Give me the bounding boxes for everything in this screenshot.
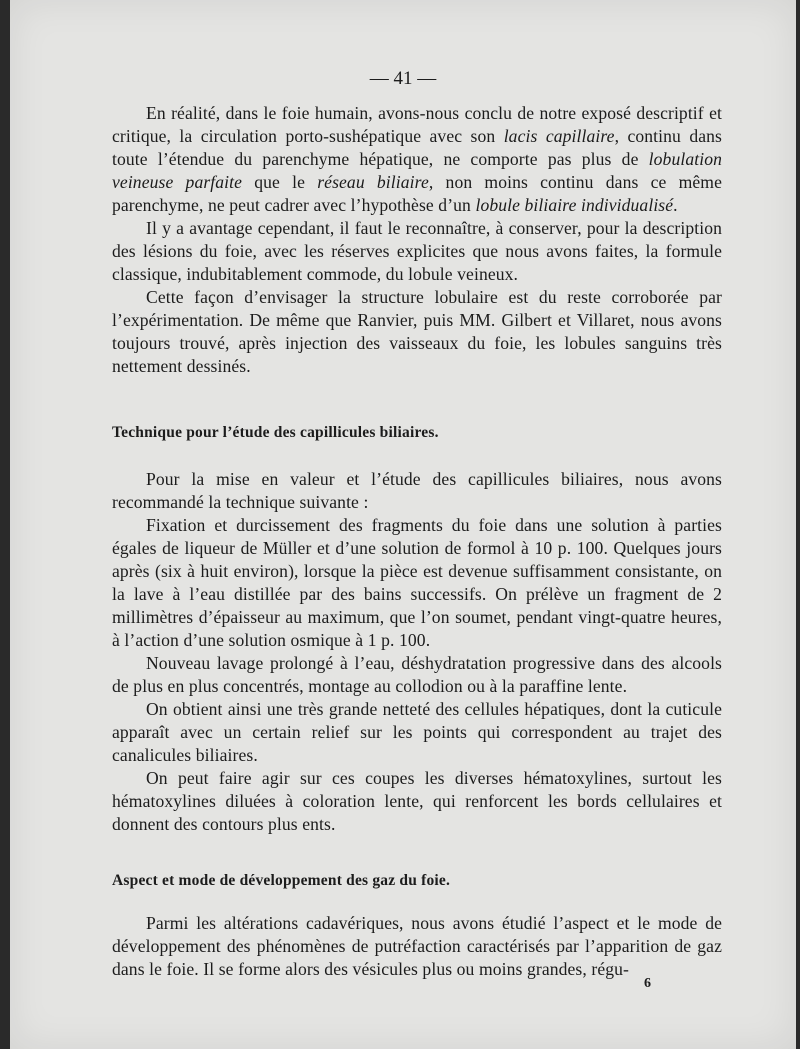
paragraph xyxy=(112,514,722,652)
text-run: On obtient ainsi une très grande netteté des cellules hépatiques, dont la cuticule apparaît avec un certain relief sur les points qui correspondent au trajet des canalicules biliaires. xyxy=(112,699,722,765)
paragraph xyxy=(112,468,722,514)
section-technique-text xyxy=(112,468,722,836)
text-run: Parmi les altérations cadavériques, nous avons étudié l’aspect et le mode de développement des phénomènes de putréfaction caractérisés par l’apparition de gaz dans le foie. Il se forme alors des vésicules plus ou moins grandes, régu- xyxy=(112,913,722,979)
paragraph xyxy=(112,912,722,981)
page-number: — 41 — xyxy=(369,68,437,89)
intro-text xyxy=(112,102,722,378)
paragraph xyxy=(112,102,722,217)
text-run: . xyxy=(673,195,678,215)
paragraph xyxy=(112,767,722,836)
signature-mark: 6 xyxy=(644,976,651,991)
text-run: Nouveau lavage prolongé à l’eau, déshydratation progressive dans des alcools de plus en plus concentrés, montage au collodion ou à la paraffine lente. xyxy=(112,653,722,696)
italic-text: lobulation veineuse parfaite xyxy=(112,149,722,192)
paragraph xyxy=(112,286,722,378)
italic-text: lobule biliaire individualisé xyxy=(475,195,674,215)
paragraph xyxy=(112,698,722,767)
text-run: , continu dans toute l’étendue du parenchyme hépatique, ne comporte pas plus de xyxy=(112,126,722,169)
text-run: Pour la mise en valeur et l’étude des capillicules biliaires, nous avons recommandé la technique suivante : xyxy=(112,469,722,512)
section-heading-technique: Technique pour l’étude des capillicules biliaires. xyxy=(112,424,439,441)
italic-text: lacis capillaire xyxy=(503,126,615,146)
text-run: Fixation et durcissement des fragments du foie dans une solution à parties égales de liqueur de Müller et d’une solution de formol à 10 p. 100. Quelques jours après (six à huit environ), lorsque la pièce est devenue suffisamment consistante, on la lave à l’eau distillée par des bains successifs. On prélève un fragment de 2 millimètres d’épaisseur au maximum, que l’on soumet, pendant vingt-quatre heures, à l’action d’une solution osmique à 1 p. 100. xyxy=(112,515,722,650)
text-run: que le xyxy=(242,172,318,192)
text-run: , non moins continu dans ce même parenchyme, ne peut cadrer avec l’hypothèse d’un xyxy=(112,172,722,215)
document-page xyxy=(10,0,796,1049)
text-run: Cette façon d’envisager la structure lobulaire est du reste corroborée par l’expérimentation. De même que Ranvier, puis MM. Gilbert et Villaret, nous avons toujours trouvé, après injection des vaisseaux du foie, les lobules sanguins très nettement dessinés. xyxy=(112,287,722,376)
italic-text: réseau biliaire xyxy=(317,172,429,192)
text-run: On peut faire agir sur ces coupes les diverses hématoxylines, surtout les hématoxylines diluées à coloration lente, qui renforcent les bords cellulaires et donnent des contours plus ents. xyxy=(112,768,722,834)
section-gaz-text xyxy=(112,912,722,981)
paragraph xyxy=(112,217,722,286)
section-heading-gaz: Aspect et mode de développement des gaz du foie. xyxy=(112,872,451,889)
text-run: Il y a avantage cependant, il faut le reconnaître, à conserver, pour la description des lésions du foie, avec les réserves explicites que nous avons faites, la formule classique, indubitablement commode, du lobule veineux. xyxy=(112,218,722,284)
paragraph xyxy=(112,652,722,698)
text-run: En réalité, dans le foie humain, avons-nous conclu de notre exposé descriptif et critique, la circulation porto-sushépatique avec son xyxy=(112,103,722,146)
